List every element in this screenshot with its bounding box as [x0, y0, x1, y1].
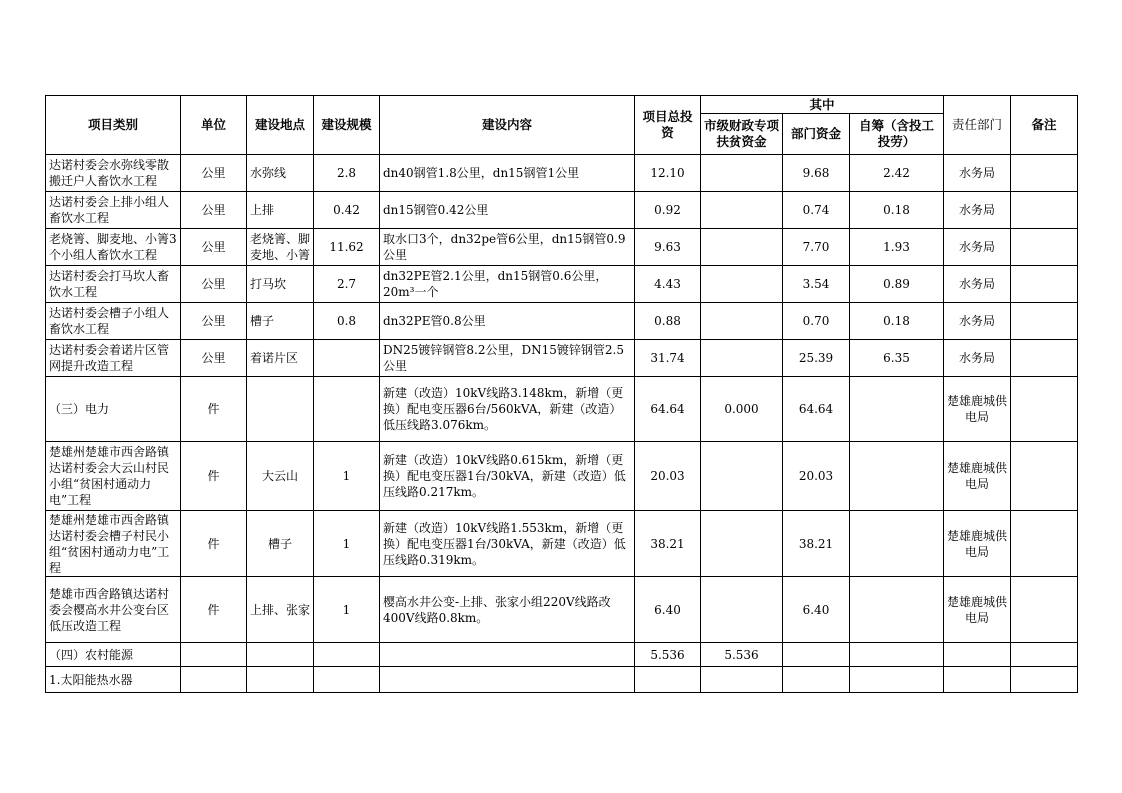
cell-self-raised: 2.42	[850, 155, 944, 192]
table-row	[46, 303, 1078, 340]
cell-self-raised	[850, 577, 944, 643]
header-dept-fund: 部门资金	[783, 114, 850, 155]
cell-dept-fund: 64.64	[783, 377, 850, 442]
cell-dept-fund: 25.39	[783, 340, 850, 377]
cell-remark	[1011, 192, 1078, 229]
table-row	[46, 577, 1078, 643]
spreadsheet	[45, 95, 1078, 693]
cell-dept-fund: 7.70	[783, 229, 850, 266]
cell-category: 楚雄市西舍路镇达诺村委会樱高水井公变台区低压改造工程	[46, 577, 181, 643]
header-responsible-dept: 责任部门	[944, 96, 1011, 155]
cell-total: 5.536	[635, 643, 701, 667]
cell-total: 31.74	[635, 340, 701, 377]
cell-location	[247, 643, 314, 667]
cell-scale: 1	[314, 442, 380, 511]
table-row	[46, 155, 1078, 192]
cell-self-raised: 0.18	[850, 303, 944, 340]
table-row	[46, 266, 1078, 303]
cell-location	[247, 377, 314, 442]
cell-content: dn40钢管1.8公里，dn15钢管1公里	[380, 155, 635, 192]
cell-responsible-dept: 水务局	[944, 155, 1011, 192]
cell-unit: 件	[181, 577, 247, 643]
cell-self-raised	[850, 667, 944, 693]
cell-content: 新建（改造）10kV线路3.148km，新增（更换）配电变压器6台/560kVA，新建（改造）低压线路3.076km。	[380, 377, 635, 442]
cell-remark	[1011, 577, 1078, 643]
cell-unit: 件	[181, 442, 247, 511]
cell-category: 达诺村委会打马坎人畜饮水工程	[46, 266, 181, 303]
cell-unit: 公里	[181, 155, 247, 192]
cell-dept-fund: 20.03	[783, 442, 850, 511]
cell-location: 水弥线	[247, 155, 314, 192]
cell-category: 达诺村委会槽子小组人畜饮水工程	[46, 303, 181, 340]
cell-category: 楚雄州楚雄市西舍路镇达诺村委会槽子村民小组“贫困村通动力电”工程	[46, 511, 181, 577]
cell-dept-fund: 9.68	[783, 155, 850, 192]
cell-total	[635, 667, 701, 693]
table-row	[46, 377, 1078, 442]
cell-responsible-dept: 水务局	[944, 340, 1011, 377]
cell-city-fund	[701, 442, 783, 511]
cell-responsible-dept: 楚雄鹿城供电局	[944, 442, 1011, 511]
cell-remark	[1011, 442, 1078, 511]
cell-total: 0.88	[635, 303, 701, 340]
cell-scale: 0.8	[314, 303, 380, 340]
cell-city-fund	[701, 229, 783, 266]
cell-category: 达诺村委会着诺片区管网提升改造工程	[46, 340, 181, 377]
cell-location: 上排、张家	[247, 577, 314, 643]
cell-remark	[1011, 643, 1078, 667]
cell-unit: 公里	[181, 340, 247, 377]
cell-city-fund	[701, 340, 783, 377]
cell-dept-fund: 3.54	[783, 266, 850, 303]
cell-unit	[181, 643, 247, 667]
cell-dept-fund	[783, 643, 850, 667]
cell-remark	[1011, 155, 1078, 192]
header-total-investment: 项目总投资	[635, 96, 701, 155]
cell-total: 12.10	[635, 155, 701, 192]
cell-category: 楚雄州楚雄市西舍路镇达诺村委会大云山村民小组“贫困村通动力电”工程	[46, 442, 181, 511]
cell-category: 达诺村委会上排小组人畜饮水工程	[46, 192, 181, 229]
cell-self-raised	[850, 377, 944, 442]
table-row	[46, 442, 1078, 511]
cell-content: 樱高水井公变-上排、张家小组220V线路改400V线路0.8km。	[380, 577, 635, 643]
cell-location	[247, 667, 314, 693]
header-among: 其中	[701, 96, 944, 114]
cell-content: 新建（改造）10kV线路0.615km，新增（更换）配电变压器1台/30kVA，新建（改造）低压线路0.217km。	[380, 442, 635, 511]
cell-content	[380, 643, 635, 667]
cell-dept-fund: 0.74	[783, 192, 850, 229]
cell-remark	[1011, 667, 1078, 693]
cell-city-fund	[701, 303, 783, 340]
table-row	[46, 229, 1078, 266]
cell-scale: 2.8	[314, 155, 380, 192]
cell-total: 6.40	[635, 577, 701, 643]
cell-dept-fund	[783, 667, 850, 693]
cell-unit: 件	[181, 377, 247, 442]
cell-remark	[1011, 511, 1078, 577]
cell-self-raised	[850, 511, 944, 577]
cell-self-raised	[850, 643, 944, 667]
cell-unit: 件	[181, 511, 247, 577]
cell-city-fund: 5.536	[701, 643, 783, 667]
cell-responsible-dept: 水务局	[944, 229, 1011, 266]
cell-total: 38.21	[635, 511, 701, 577]
cell-category: 达诺村委会水弥线零散搬迁户人畜饮水工程	[46, 155, 181, 192]
cell-responsible-dept	[944, 667, 1011, 693]
cell-dept-fund: 0.70	[783, 303, 850, 340]
cell-content: dn15钢管0.42公里	[380, 192, 635, 229]
header-location: 建设地点	[247, 96, 314, 155]
cell-scale	[314, 667, 380, 693]
cell-remark	[1011, 377, 1078, 442]
cell-category: 1.太阳能热水器	[46, 667, 181, 693]
cell-total: 64.64	[635, 377, 701, 442]
cell-scale: 2.7	[314, 266, 380, 303]
cell-category: （四）农村能源	[46, 643, 181, 667]
cell-location: 着诺片区	[247, 340, 314, 377]
cell-unit: 公里	[181, 229, 247, 266]
cell-scale: 0.42	[314, 192, 380, 229]
cell-responsible-dept: 楚雄鹿城供电局	[944, 377, 1011, 442]
cell-self-raised	[850, 442, 944, 511]
cell-total: 20.03	[635, 442, 701, 511]
cell-location: 打马坎	[247, 266, 314, 303]
cell-unit: 公里	[181, 266, 247, 303]
header-scale: 建设规模	[314, 96, 380, 155]
cell-responsible-dept: 水务局	[944, 192, 1011, 229]
cell-self-raised: 1.93	[850, 229, 944, 266]
cell-location: 大云山	[247, 442, 314, 511]
cell-city-fund	[701, 577, 783, 643]
cell-remark	[1011, 303, 1078, 340]
cell-content: DN25镀锌钢管8.2公里，DN15镀锌钢管2.5公里	[380, 340, 635, 377]
cell-location: 上排	[247, 192, 314, 229]
cell-remark	[1011, 340, 1078, 377]
cell-city-fund	[701, 667, 783, 693]
header-remarks: 备注	[1011, 96, 1078, 155]
cell-total: 4.43	[635, 266, 701, 303]
table-row	[46, 643, 1078, 667]
cell-unit	[181, 667, 247, 693]
project-table	[45, 95, 1078, 693]
cell-scale: 1	[314, 511, 380, 577]
cell-scale: 11.62	[314, 229, 380, 266]
cell-scale	[314, 643, 380, 667]
header-content: 建设内容	[380, 96, 635, 155]
table-row	[46, 340, 1078, 377]
cell-content: 取水口3个，dn32pe管6公里，dn15钢管0.9公里	[380, 229, 635, 266]
cell-scale	[314, 340, 380, 377]
cell-self-raised: 0.89	[850, 266, 944, 303]
cell-city-fund	[701, 192, 783, 229]
cell-remark	[1011, 229, 1078, 266]
cell-city-fund: 0.000	[701, 377, 783, 442]
cell-responsible-dept: 楚雄鹿城供电局	[944, 577, 1011, 643]
cell-responsible-dept	[944, 643, 1011, 667]
header-self-raised: 自筹（含投工投劳）	[850, 114, 944, 155]
cell-remark	[1011, 266, 1078, 303]
cell-city-fund	[701, 511, 783, 577]
cell-responsible-dept: 水务局	[944, 303, 1011, 340]
table-row	[46, 667, 1078, 693]
cell-category: 老烧箐、脚麦地、小箐3个小组人畜饮水工程	[46, 229, 181, 266]
cell-location: 老烧箐、脚麦地、小箐	[247, 229, 314, 266]
cell-unit: 公里	[181, 192, 247, 229]
cell-scale	[314, 377, 380, 442]
header-unit: 单位	[181, 96, 247, 155]
cell-self-raised: 0.18	[850, 192, 944, 229]
cell-content: dn32PE管2.1公里，dn15钢管0.6公里，20m³一个	[380, 266, 635, 303]
cell-city-fund	[701, 266, 783, 303]
cell-unit: 公里	[181, 303, 247, 340]
cell-category: （三）电力	[46, 377, 181, 442]
table-row	[46, 511, 1078, 577]
cell-location: 槽子	[247, 303, 314, 340]
cell-dept-fund: 6.40	[783, 577, 850, 643]
cell-responsible-dept: 楚雄鹿城供电局	[944, 511, 1011, 577]
cell-content	[380, 667, 635, 693]
cell-content: 新建（改造）10kV线路1.553km，新增（更换）配电变压器1台/30kVA，新建（改造）低压线路0.319km。	[380, 511, 635, 577]
cell-responsible-dept: 水务局	[944, 266, 1011, 303]
cell-city-fund	[701, 155, 783, 192]
cell-content: dn32PE管0.8公里	[380, 303, 635, 340]
header-category: 项目类别	[46, 96, 181, 155]
cell-self-raised: 6.35	[850, 340, 944, 377]
cell-location: 槽子	[247, 511, 314, 577]
cell-scale: 1	[314, 577, 380, 643]
header-city-fund: 市级财政专项扶贫资金	[701, 114, 783, 155]
table-row	[46, 192, 1078, 229]
cell-total: 9.63	[635, 229, 701, 266]
cell-total: 0.92	[635, 192, 701, 229]
cell-dept-fund: 38.21	[783, 511, 850, 577]
